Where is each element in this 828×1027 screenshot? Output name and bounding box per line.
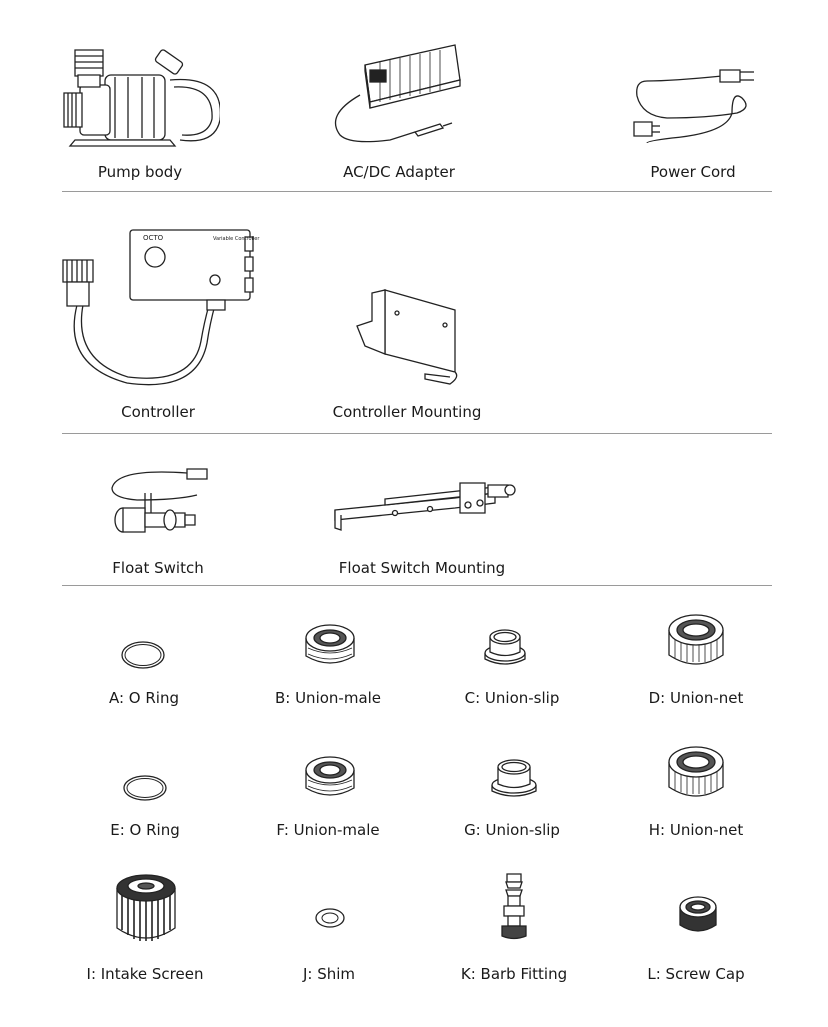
controller-illustration [55, 225, 265, 395]
divider [62, 585, 772, 586]
a-label: A: O Ring [108, 689, 180, 707]
j-label: J: Shim [302, 965, 356, 983]
union-net-h-illustration [665, 742, 727, 804]
h-label: H: Union-net [648, 821, 744, 839]
float-switch-mounting-illustration [330, 475, 525, 535]
controller-label: Controller [121, 403, 195, 421]
b-label: B: Union-male [274, 689, 382, 707]
power-cord-illustration [630, 60, 760, 150]
barb-fitting-k-illustration [496, 870, 532, 946]
screw-cap-l-illustration [676, 893, 720, 939]
union-male-b-illustration [300, 618, 360, 673]
union-male-f-illustration [300, 750, 360, 805]
pump-body-label: Pump body [97, 163, 183, 181]
divider [62, 433, 772, 434]
o-ring-a-illustration [118, 638, 168, 672]
divider [62, 191, 772, 192]
pump-body-illustration [50, 45, 220, 155]
union-slip-g-illustration [488, 755, 540, 803]
controller-mounting-illustration [355, 285, 465, 390]
float-switch-illustration [105, 465, 215, 550]
union-net-d-illustration [665, 610, 727, 672]
adapter-illustration [330, 40, 470, 150]
controller-model-text: Variable Controller [213, 236, 260, 242]
f-label: F: Union-male [276, 821, 380, 839]
adapter-label: AC/DC Adapter [343, 163, 455, 181]
shim-j-illustration [313, 906, 347, 930]
intake-screen-i-illustration [113, 870, 179, 946]
controller-brand-text: OCTO [143, 234, 164, 242]
k-label: K: Barb Fitting [460, 965, 568, 983]
power-cord-label: Power Cord [650, 163, 736, 181]
float-switch-label: Float Switch [112, 559, 204, 577]
g-label: G: Union-slip [464, 821, 560, 839]
d-label: D: Union-net [648, 689, 744, 707]
l-label: L: Screw Cap [647, 965, 745, 983]
e-label: E: O Ring [110, 821, 180, 839]
i-label: I: Intake Screen [86, 965, 204, 983]
float-switch-mounting-label: Float Switch Mounting [338, 559, 506, 577]
o-ring-e-illustration [120, 772, 170, 804]
union-slip-c-illustration [480, 625, 530, 670]
c-label: C: Union-slip [464, 689, 560, 707]
controller-mounting-label: Controller Mounting [332, 403, 482, 421]
